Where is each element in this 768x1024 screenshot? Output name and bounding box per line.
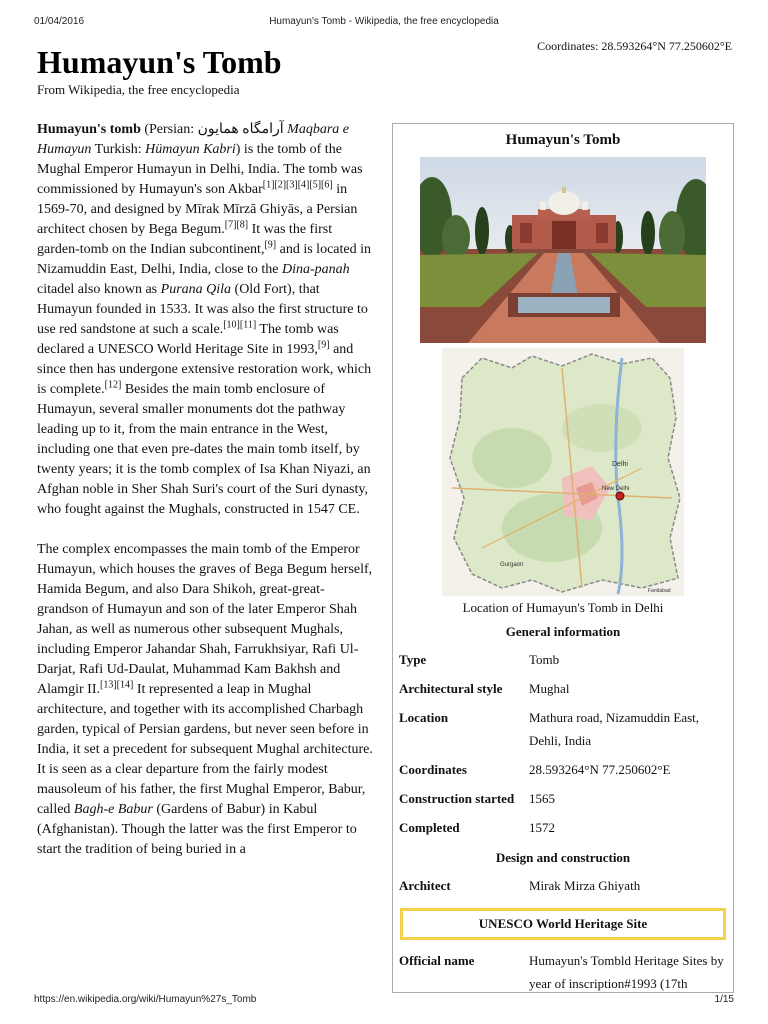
infobox-row-label: Architect	[399, 878, 451, 893]
print-page-title: Humayun's Tomb - Wikipedia, the free encyclopedia	[269, 16, 499, 27]
reference-link[interactable]: [10][11]	[223, 319, 257, 331]
text-run: citadel also known as	[37, 282, 161, 297]
location-map[interactable]	[442, 348, 684, 596]
italic-term: Hümayun Kabri	[145, 142, 236, 157]
map-label-new-delhi: New Delhi	[602, 486, 630, 492]
reference-link[interactable]: [1][2][3][4][5][6]	[262, 179, 333, 191]
infobox-row-label: Construction started	[399, 791, 515, 806]
infobox-row-value: Mirak Mirza Ghiyath	[529, 878, 641, 893]
infobox-row-value: Tomb	[529, 652, 560, 667]
infobox-row-label: Architectural style	[399, 681, 503, 696]
persian-name: آرامگاه همایون	[197, 122, 284, 137]
page-title: Humayun's Tomb	[37, 44, 282, 80]
italic-term: Dina-panah	[281, 262, 350, 277]
reference-link[interactable]: [7][8]	[224, 219, 249, 231]
text-run: The tomb was declared a UNESCO World Heritage Site in 1993,	[37, 322, 339, 357]
general-information-heading: General information	[505, 624, 621, 639]
infobox	[392, 123, 734, 993]
text-run: in 1569-70, and designed by Mīrak Mīrzā Ghiyās, a Persian architect chosen by Bega Begum.	[37, 182, 358, 237]
reference-link[interactable]: [9]	[317, 339, 330, 351]
text-run: (Persian:	[140, 122, 198, 137]
infobox-row	[393, 784, 733, 813]
text-run: It represented a leap in Mughal architecture, and together with its accomplished Charbagh garden, typical of Persian gardens, but never seen before in India, it set a precedent for subsequent Mughal architecture. It is seen as a clear departure from the fairly modest mausoleum of his father, the first Mughal Emperor, Babur, called	[37, 682, 373, 817]
delhi-map-image	[442, 348, 684, 596]
italic-term: Maqbara e Humayun	[37, 122, 349, 157]
map-label-gurgaon: Gurgaon	[500, 562, 524, 568]
italic-term: Bagh-e Babur	[73, 802, 153, 817]
infobox-row-value: 1572	[529, 820, 555, 835]
map-caption: Location of Humayun's Tomb in Delhi	[462, 600, 664, 615]
unesco-rows	[393, 946, 733, 993]
infobox-row-label: Official name	[399, 953, 475, 968]
unesco-heading: UNESCO World Heritage Site	[400, 908, 726, 940]
infobox-row	[393, 813, 733, 842]
infobox-row	[393, 674, 733, 703]
text-run: It was the first garden-tomb on the Indian subcontinent,	[37, 222, 333, 257]
print-url[interactable]: https://en.wikipedia.org/wiki/Humayun%27s_Tomb	[34, 994, 257, 1005]
article-paragraph-2	[37, 540, 375, 860]
print-date: 01/04/2016	[34, 16, 85, 27]
infobox-row-value: 28.593264°N 77.250602°E	[529, 762, 671, 777]
italic-term: Purana Qila	[160, 282, 232, 297]
text-run: ) is the tomb of the Mughal Emperor Humayun in Delhi, India. The tomb was commissioned by Humayun's son Akbar	[37, 142, 363, 197]
text-run: Turkish:	[91, 142, 146, 157]
text-run: Besides the main tomb enclosure of Humayun, several smaller monuments dot the pathway leading up to it, from the main entrance in the West, including one that even pre-dates the main tomb itself, by twenty years; it is the tomb complex of Isa Khan Niyazi, an Afghan noble in Sher Shah Suri's court of the Suri dynasty, who fought against the Mughals, constructed in 1547 CE.	[37, 382, 371, 517]
infobox-row	[393, 703, 733, 755]
article-subject: Humayun's tomb	[37, 122, 141, 137]
infobox-row-value: 1565	[529, 791, 555, 806]
article-paragraph-1	[37, 120, 375, 520]
tomb-photo-image	[420, 157, 706, 343]
article-body	[37, 120, 375, 880]
infobox-title: Humayun's Tomb	[505, 132, 621, 148]
reference-link[interactable]: [9]	[264, 239, 277, 251]
design-construction-heading: Design and construction	[495, 850, 631, 865]
page-tagline: From Wikipedia, the free encyclopedia	[37, 82, 240, 97]
text-run: The complex encompasses the main tomb of the Emperor Humayun, which houses the graves of Bega Begum herself, Hamida Begum, and also Dara Shikoh, great-great-grandson of Humayun and son of the later Emperor Shah Jahan, as well as numerous other subsequent Mughals, including Emperor Jahandar Shah, Farrukhsiyar, Rafi Ul-Darjat, Rafi Ud-Daulat, Muhammad Kam Bakhsh and Alamgir II.	[37, 542, 373, 697]
map-pin-icon	[616, 492, 624, 500]
text-run: and is located in Nizamuddin East, Delhi, India, close to the	[37, 242, 371, 277]
coordinates-link[interactable]: Coordinates: 28.593264°N 77.250602°E	[537, 39, 732, 53]
text-run: (Gardens of Babur) in Kabul (Afghanistan). Though the latter was the first Emperor to start the tradition of being buried in a	[37, 802, 357, 857]
infobox-row-value: Mathura road, Nizamuddin East, Dehli, India	[529, 710, 700, 748]
infobox-row-value: Mughal	[529, 681, 570, 696]
infobox-row-label: Coordinates	[399, 762, 467, 777]
infobox-row-value: Humayun's Tombld Heritage Sites by year of inscription#1993 (17th	[529, 953, 724, 991]
tomb-photo[interactable]	[420, 157, 706, 343]
general-information-rows	[393, 645, 733, 842]
map-label-delhi: Delhi	[612, 461, 628, 468]
print-page-number: 1/15	[714, 994, 734, 1005]
reference-link[interactable]: [12]	[104, 379, 122, 391]
map-label-faridabad: Faridabad	[648, 588, 671, 594]
text-run: (Old Fort), that Humayun founded in 1533. It was also the first structure to use red sandstone at such a scale.	[37, 282, 368, 337]
infobox-row-label: Location	[399, 710, 449, 725]
infobox-row-label: Type	[399, 652, 427, 667]
infobox-row	[393, 946, 733, 993]
infobox-row	[393, 755, 733, 784]
reference-link[interactable]: [13][14]	[99, 679, 134, 691]
infobox-row	[393, 871, 733, 900]
infobox-row	[393, 645, 733, 674]
text-run: and since then has undergone extensive restoration work, which is complete.	[37, 342, 372, 397]
infobox-row-label: Completed	[399, 820, 460, 835]
design-construction-rows	[393, 871, 733, 900]
